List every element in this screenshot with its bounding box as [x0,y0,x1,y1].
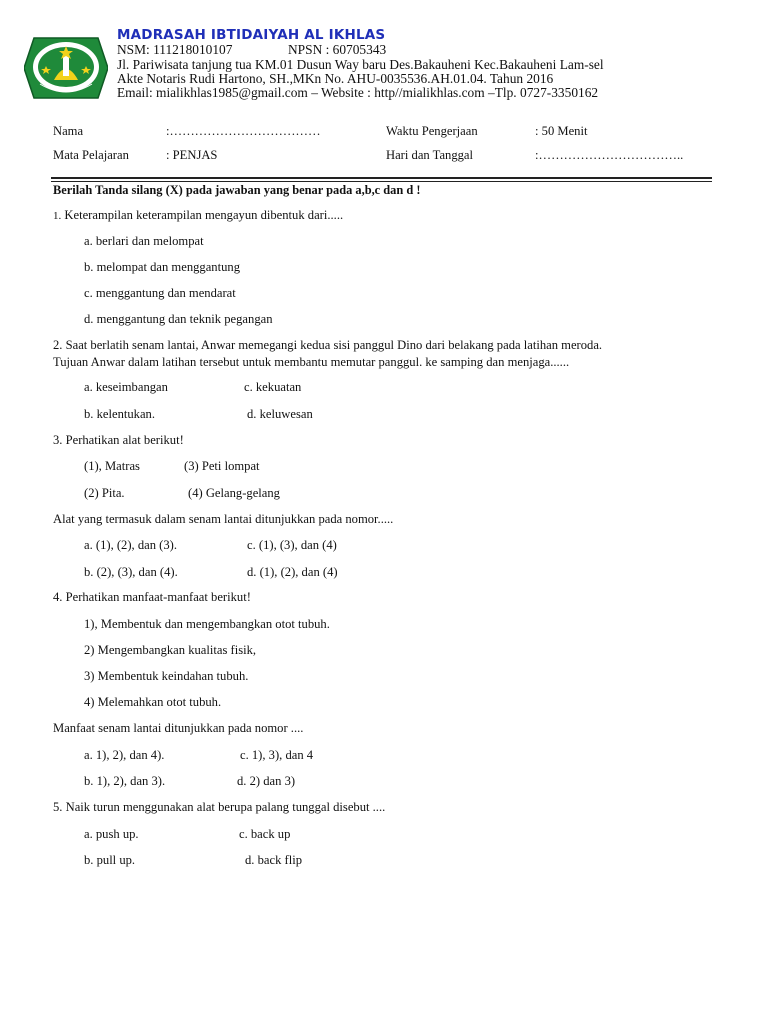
q3-item-1: (1), Matras [84,459,140,473]
q2-option-a: a. keseimbangan [84,380,168,394]
question-3: 3. Perhatikan alat berikut! [53,433,184,447]
mapel-value: : PENJAS [166,148,218,162]
hari-label: Hari dan Tanggal [386,148,474,162]
nama-label: Nama [53,124,84,138]
q4-item-3: 3) Membentuk keindahan tubuh. [84,669,249,683]
q3-item-3: (3) Peti lompat [184,459,260,473]
q2-option-b: b. kelentukan. [84,407,155,421]
q5-option-d: d. back flip [245,853,303,867]
nsm-number: NSM: 111218010107 [117,42,233,57]
q3-item-2: (2) Pita. [84,486,125,500]
q4-option-c: c. 1), 3), dan 4 [240,748,314,762]
question-4: 4. Perhatikan manfaat-manfaat berikut! [53,590,251,604]
question-3-prompt: Alat yang termasuk dalam senam lantai ditunjukkan pada nomor..... [53,512,394,526]
q5-option-c: c. back up [239,827,291,841]
q4-item-4: 4) Melemahkan otot tubuh. [84,695,222,709]
question-5: 5. Naik turun menggunakan alat berupa palang tunggal disebut .... [53,800,386,814]
school-logo [24,36,108,100]
question-4-prompt: Manfaat senam lantai ditunjukkan pada nomor .... [53,721,304,735]
question-1 [53,208,343,224]
hari-field: :…………………………….. [535,148,684,162]
question-2-line-2: Tujuan Anwar dalam latihan tersebut untuk membantu memutar panggul. ke samping dan menjaga...... [53,355,570,369]
q3-option-a: a. (1), (2), dan (3). [84,538,178,552]
contact-line: Email: mialikhlas1985@gmail.com – Website : http//mialikhlas.com –Tlp. 0727-3350162 [117,85,599,100]
q3-option-d: d. (1), (2), dan (4) [247,565,338,579]
notary-deed: Akte Notaris Rudi Hartono, SH.,MKn No. AHU-0035536.AH.01.04. Tahun 2016 [117,71,554,86]
q4-option-a: a. 1), 2), dan 4). [84,748,165,762]
q1-option-c: c. menggantung dan mendarat [84,286,236,300]
nama-field: :……………………………… [166,124,321,138]
q1-option-d: d. menggantung dan teknik pegangan [84,312,273,326]
question-1-text: Keterampilan keterampilan mengayun dibentuk dari..... [61,208,344,222]
q2-option-c: c. kekuatan [244,380,302,394]
q4-option-b: b. 1), 2), dan 3). [84,774,166,788]
q3-option-c: c. (1), (3), dan (4) [247,538,337,552]
school-name: MADRASAH IBTIDAIYAH AL IKHLAS [117,27,386,43]
mapel-label: Mata Pelajaran [53,148,129,162]
q5-option-b: b. pull up. [84,853,136,867]
question-2-line-1: 2. Saat berlatih senam lantai, Anwar memegangi kedua sisi panggul Dino dari belakang pada latihan meroda. [53,338,603,352]
q1-option-a: a. berlari dan melompat [84,234,204,248]
school-address: Jl. Pariwisata tanjung tua KM.01 Dusun Way baru Des.Bakauheni Kec.Bakauheni Lam-sel [117,57,604,72]
q4-item-1: 1), Membentuk dan mengembangkan otot tubuh. [84,617,330,631]
q2-option-d: d. keluwesan [247,407,313,421]
q4-option-d: d. 2) dan 3) [237,774,296,788]
instructions: Berilah Tanda silang (X) pada jawaban yang benar pada a,b,c dan d ! [53,183,421,197]
waktu-value: : 50 Menit [535,124,588,138]
q3-item-4: (4) Gelang-gelang [188,486,280,500]
q3-option-b: b. (2), (3), dan (4). [84,565,178,579]
waktu-label: Waktu Pengerjaan [386,124,478,138]
npsn-number: NPSN : 60705343 [288,42,387,57]
q4-item-2: 2) Mengembangkan kualitas fisik, [84,643,257,657]
divider-thick [51,177,712,179]
divider-thin [51,181,712,182]
question-1-number: 1. [53,210,62,222]
q5-option-a: a. push up. [84,827,139,841]
q1-option-b: b. melompat dan menggantung [84,260,240,274]
